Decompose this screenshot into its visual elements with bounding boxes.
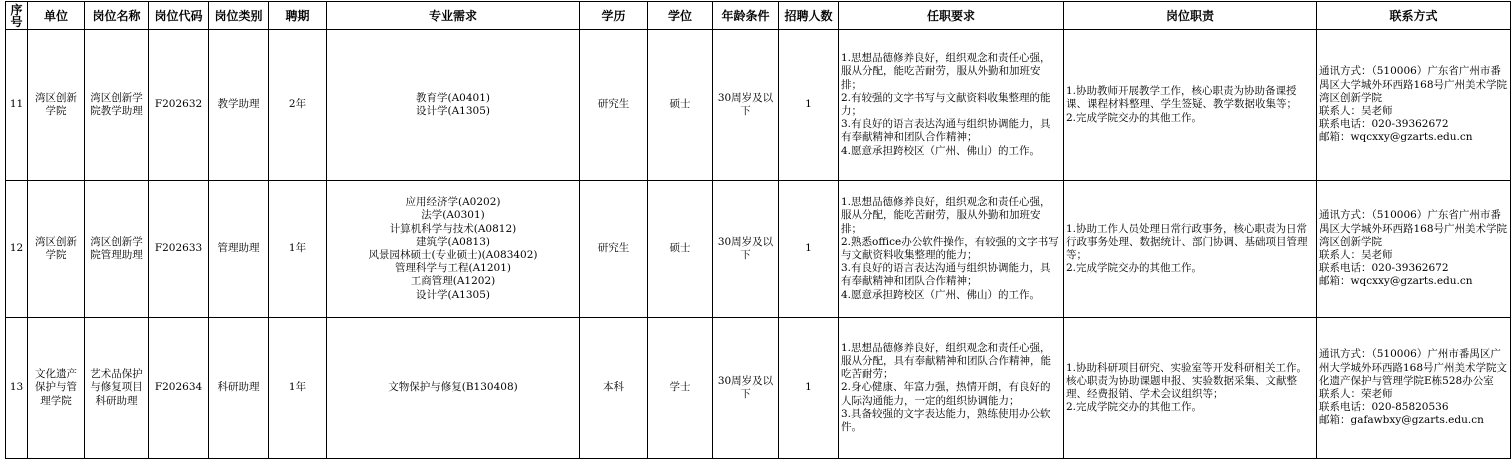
cell-majors [327,318,580,459]
contact-person: 联系人：吴老师 [1319,105,1393,117]
cell-majors [327,30,580,181]
major-item: 设计学(A1305) [416,288,490,301]
contact-address: 通讯方式：（510006）广州市番禺区广州大学城外环西路168号广州美术学院文化遗产保护与管理学院E栋528办公室 [1319,348,1508,387]
duty-item: 2.完成学院交办的其他工作。 [1066,111,1203,124]
col-header-degree: 学位 [648,2,713,30]
major-item: 应用经济学(A0202) [405,196,501,209]
cell-index: 11 [6,30,28,181]
duty-item: 1.协助教师开展教学工作，核心职责为协助备课授课、课程材料整理、学生签疑、教学数据收集等； [1066,85,1297,111]
col-header-index: 序号 [6,2,28,30]
col-header-category: 岗位类别 [209,2,269,30]
table-row [6,318,1511,459]
col-header-unit: 单位 [28,2,85,30]
cell-requirements [839,30,1064,181]
cell-index: 12 [6,181,28,318]
cell-unit: 湾区创新学院 [28,181,85,318]
col-header-majors: 专业需求 [327,2,580,30]
major-item: 教育学(A0401) [416,91,490,104]
requirement-item: 3.有良好的语言表达沟通与组织协调能力，具有奉献精神和团队合作精神； [841,262,1051,288]
contact-phone: 联系电话：020-39362672 [1319,118,1449,131]
cell-position: 湾区创新学院教学助理 [85,30,149,181]
duty-item: 1.协助科研项目研究、实验室等开发科研相关工作。核心职责为协助课题申报、实验数据采集、文献整理、经费报销、学术会议组织等； [1066,361,1308,400]
cell-education: 研究生 [580,181,648,318]
contact-email: 邮箱：wqcxxy@gzarts.edu.cn [1319,275,1473,288]
cell-duties [1064,318,1317,459]
col-header-count: 招聘人数 [779,2,839,30]
requirement-item: 3.有良好的语言表达沟通与组织协调能力，具有奉献精神和团队合作精神； [841,118,1051,144]
cell-term: 1年 [269,318,327,459]
col-header-requirements: 任职要求 [839,2,1064,30]
cell-term: 2年 [269,30,327,181]
major-item: 建筑学(A0813) [416,235,490,248]
requirement-item: 1.思想品德修养良好，组织观念和责任心强，服从分配，能吃苦耐劳，服从外勤和加班安排； [841,52,1051,91]
cell-duties [1064,30,1317,181]
contact-email: 邮箱：wqcxxy@gzarts.edu.cn [1319,131,1473,144]
duty-item: 2.完成学院交办的其他工作。 [1066,262,1203,275]
contact-email: 邮箱：gafawbxy@gzarts.edu.cn [1319,414,1484,427]
cell-contact [1317,318,1511,459]
major-item: 管理科学与工程(A1201) [395,262,511,275]
duty-item: 2.完成学院交办的其他工作。 [1066,401,1203,414]
requirement-item: 2.身心健康、年富力强，热情开朗，有良好的人际沟通能力，一定的组织协调能力； [841,381,1051,407]
cell-index: 13 [6,318,28,459]
cell-degree: 学士 [648,318,713,459]
col-header-code: 岗位代码 [149,2,209,30]
cell-category: 管理助理 [209,181,269,318]
major-item: 风景园林硕士(专业硕士)(A083402) [368,249,538,261]
cell-position: 艺术品保护与修复项目科研助理 [85,318,149,459]
contact-person: 联系人：荣老师 [1319,388,1393,400]
col-header-position: 岗位名称 [85,2,149,30]
cell-position: 湾区创新学院管理助理 [85,181,149,318]
col-header-age: 年龄条件 [713,2,779,30]
major-item: 设计学(A1305) [416,105,490,117]
cell-count: 1 [779,181,839,318]
cell-degree: 硕士 [648,181,713,318]
cell-count: 1 [779,30,839,181]
requirement-item: 2.熟悉office办公软件操作，有较强的文字书写与文献资料收集整理的能力； [841,235,1059,261]
cell-requirements [839,181,1064,318]
cell-education: 本科 [580,318,648,459]
cell-age: 30周岁及以下 [713,30,779,181]
cell-term: 1年 [269,181,327,318]
duty-item: 1.协助工作人员处理日常行政事务，核心职责为日常行政事务处理、数据统计、部门协调、基础项目管理等； [1066,222,1308,261]
header-row [6,2,1511,30]
major-item: 文物保护与修复(B130408) [388,381,518,394]
cell-code: F202632 [149,30,209,181]
requirement-item: 2.有较强的文字书写与文献资料收集整理的能力； [841,91,1051,117]
contact-person: 联系人：吴老师 [1319,249,1393,261]
contact-phone: 联系电话：020-85820536 [1319,401,1449,414]
col-header-education: 学历 [580,2,648,30]
cell-contact [1317,30,1511,181]
requirement-item: 1.思想品德修养良好，组织观念和责任心强，服从分配，能吃苦耐劳，服从外勤和加班安排； [841,196,1051,235]
col-header-term: 聘期 [269,2,327,30]
table-row [6,181,1511,318]
requirement-item: 3.具备较强的文字表达能力，熟练使用办公软件。 [841,407,1051,433]
requirement-item: 1.思想品德修养良好，组织观念和责任心强，服从分配，具有奉献精神和团队合作精神，能吃苦耐劳； [841,341,1051,381]
cell-count: 1 [779,318,839,459]
major-item: 工商管理(A1202) [410,275,496,288]
cell-code: F202633 [149,181,209,318]
cell-education: 研究生 [580,30,648,181]
col-header-contact: 联系方式 [1317,2,1511,30]
cell-duties [1064,181,1317,318]
cell-code: F202634 [149,318,209,459]
cell-category: 教学助理 [209,30,269,181]
cell-unit: 湾区创新学院 [28,30,85,181]
cell-age: 30周岁及以下 [713,318,779,459]
requirement-item: 4.愿意承担跨校区（广州、佛山）的工作。 [841,288,1041,301]
col-header-duties: 岗位职责 [1064,2,1317,30]
cell-majors [327,181,580,318]
requirement-item: 4.愿意承担跨校区（广州、佛山）的工作。 [841,144,1041,157]
major-item: 法学(A0301) [421,209,485,222]
contact-address: 通讯方式：（510006）广东省广州市番禺区大学城外环西路168号广州美术学院湾区创新学院 [1319,65,1508,104]
major-item: 计算机科学与技术(A0812) [389,222,517,235]
table-row [6,30,1511,181]
cell-unit: 文化遗产保护与管理学院 [28,318,85,459]
contact-phone: 联系电话：020-39362672 [1319,262,1449,275]
cell-requirements [839,318,1064,459]
cell-age: 30周岁及以下 [713,181,779,318]
cell-contact [1317,181,1511,318]
cell-category: 科研助理 [209,318,269,459]
recruitment-table [5,1,1511,459]
cell-degree: 硕士 [648,30,713,181]
contact-address: 通讯方式：（510006）广东省广州市番禺区大学城外环西路168号广州美术学院湾区创新学院 [1319,209,1508,248]
